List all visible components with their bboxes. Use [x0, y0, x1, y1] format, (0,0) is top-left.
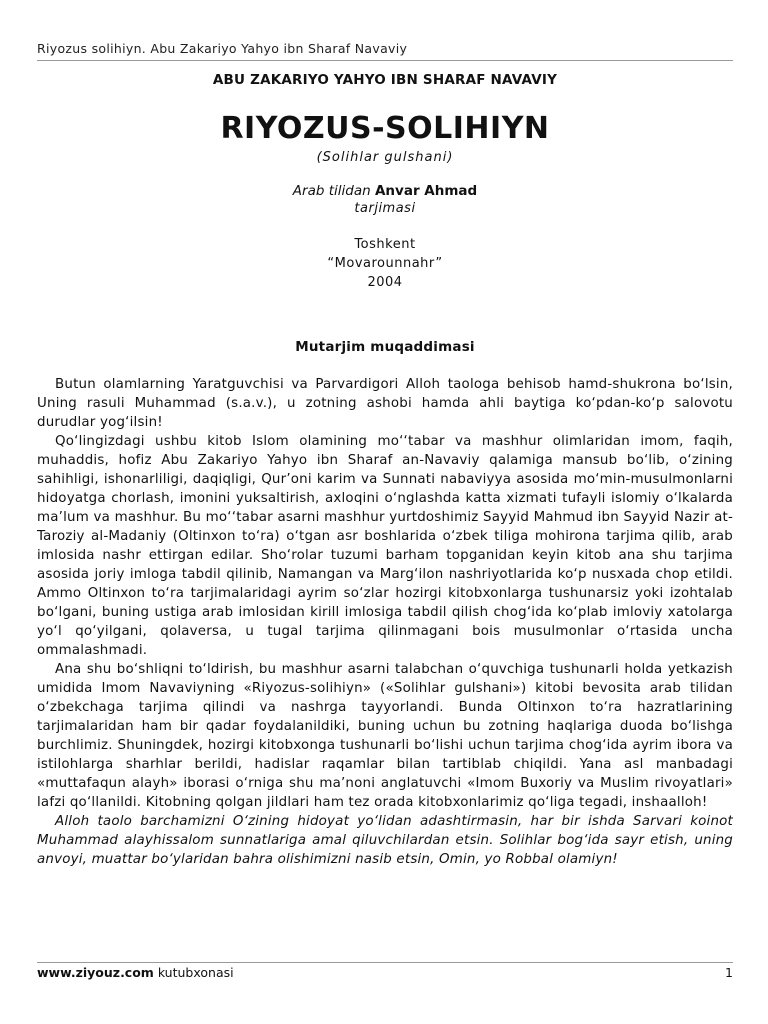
- footer-library-label: kutubxonasi: [157, 965, 234, 980]
- paragraph: Qo‘lingizdagi ushbu kitob Islom olamining mo‘‘tabar va mashhur olimlaridan imom, faqih, muhaddis, hofiz Abu Zakariyo Yahyo ibn Sharaf an-Navaviy qalamiga mansub bo‘lib, o‘zining sahihligi, ishonarliligi, daqiqligi, Qur’oni karim va Sunnati nabaviyya asosida mo‘min-musulmonlarni hidoyatga chorlash, imonini yuksaltirish, axloqini o‘nglashda katta xizmati tufayli islomiy o‘lkalarda ma’lum va mashhur. Bu mo‘‘tabar asarni mashhur yurtdoshimiz Sayyid Mahmud ibn Sayyid Nazir at-Taroziy al-Madaniy (Oltinxon to‘ra) o‘tgan asr boshlarida o‘zbek tiliga mohirona tarjima qilib, arab imlosida nashr ettirgan edilar. Sho‘rolar tuzumi barham topganidan keyin kitob ana shu tarjima asosida joriy imloga tabdil qilinib, Namangan va Marg‘ilon nashriyotlarida ko‘p nusxada chop etildi. Ammo Oltinxon to‘ra tarjimalaridagi ayrim so‘zlar hozirgi kitobxonlarga tushunarsiz yoki izohtalab bo‘lgani, buning ustiga arab imlosidan kirill imlosiga tabdil qilish chog‘ida ko‘plab imloviy xatolarga yo‘l qo‘yilgani, qolaversa, u tugal tarjima qilinmagani bois musulmonlar o‘rtasida uncha ommalashmadi.: [37, 434, 733, 658]
- publisher-name: “Movarounnahr”: [327, 256, 443, 271]
- paragraph: Ana shu bo‘shliqni to‘ldirish, bu mashhur asarni talabchan o‘quvchiga tushunarli holda yetkazish umidida Imom Navaviyning «Riyozus-solihiyn» («Solihlar gulshani») kitobi bevosita arab tilidan o‘zbekchaga tarjima qilindi va nashrga tayyorlandi. Bunda Oltinxon to‘ra hazratlarining tarjimalaridan ham bir qadar foydalanildiki, buning uchun bu zotning haqlariga duoda bo‘lishga burchlimiz. Shuningdek, hozirgi kitobxonga tushunarli bo‘lishi uchun tarjima chog‘ida ayrim ibora va istilohlarga sharhlar berildi, hadislar raqamlar bilan tartiblab chiqildi. Yana asl manbadagi «muttafaqun alayh» iborasi o‘rniga shu ma’noni anglatuvchi «Imom Buxoriy va Muslim rivoyatlari» lafzi qo‘llanildi. Kitobning qolgan jildlari ham tez orada kitobxonlarimiz qo‘liga tegadi, inshaalloh!: [37, 662, 733, 810]
- page-number: 1: [725, 965, 733, 980]
- publication-year: 2004: [367, 275, 403, 290]
- section-heading: Mutarjim muqaddimasi: [295, 339, 475, 355]
- body-text: [37, 375, 733, 869]
- footer-source: [37, 965, 234, 980]
- closing-prayer-paragraph: Alloh taolo barchamizni O‘zining hidoyat yo‘lidan adashtirmasin, har bir ishda Sarvari koinot Muhammad alayhissalom sunnatlariga amal qiluvchilardan etsin. Solihlar bog‘ida sayr etish, uning anvoyi, muattar bo‘ylaridan bahra olishimizni nasib etsin, Omin, yo Robbal olamiyn!: [37, 814, 733, 867]
- running-header: Riyozus solihiyn. Abu Zakariyo Yahyo ibn Sharaf Navaviy: [37, 41, 408, 56]
- book-title: RIYOZUS-SOLIHIYN: [220, 111, 550, 146]
- header-divider: [37, 60, 733, 61]
- footer-site-link[interactable]: www.ziyouz.com: [37, 965, 154, 980]
- translator-prefix: Arab tilidan: [292, 183, 371, 199]
- translator-line: [37, 183, 733, 199]
- translator-role: tarjimasi: [354, 201, 416, 216]
- page-footer: [37, 965, 733, 980]
- translator-name: Anvar Ahmad: [374, 183, 478, 199]
- publication-city: Toshkent: [354, 237, 416, 252]
- paragraph: Butun olamlarning Yaratguvchisi va Parvardigori Alloh taologa behisob hamd-shukrona bo‘lsin, Uning rasuli Muhammad (s.a.v.), u zotning ashobi hamda ahli baytiga ko‘pdan-ko‘p salovotu durudlar yog‘ilsin!: [37, 377, 733, 430]
- footer-divider: [37, 962, 733, 963]
- book-subtitle: (Solihlar gulshani): [316, 150, 454, 165]
- title-block: [37, 72, 733, 355]
- author-name: ABU ZAKARIYO YAHYO IBN SHARAF NAVAVIY: [212, 72, 558, 88]
